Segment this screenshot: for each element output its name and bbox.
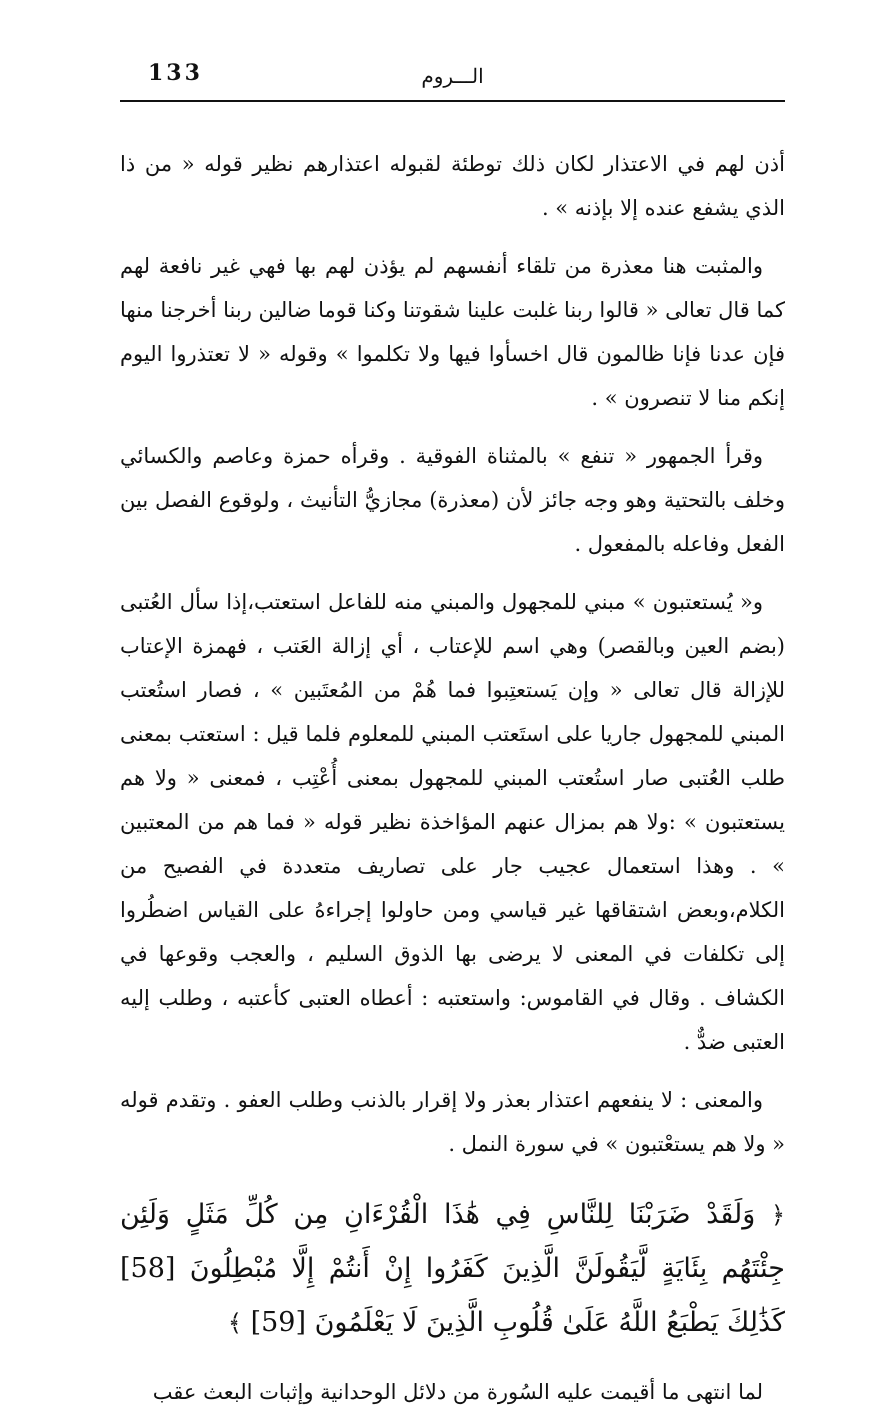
paragraph-5: والمعنى : لا ينفعهم اعتذار بعذر ولا إقرار بالذنب وطلب العفو . وتقدم قوله « ولا هم يستعْتبون » في سورة النمل . <box>120 1088 785 1156</box>
verse-close-bracket: ﴾ <box>227 1309 242 1337</box>
surah-title: الـــروم <box>421 64 484 88</box>
page-number: 133 <box>148 60 203 86</box>
paragraph-1: أذن لهم في الاعتذار لكان ذلك توطئة لقبوله اعتذارهم نظير قوله « من ذا الذي يشفع عنده إلا بإذنه » . <box>120 152 785 220</box>
quran-verse <box>120 1188 785 1350</box>
paragraph-final: لما انتهى ما أقيمت عليه السُورة من دلائل الوحدانية وإثبات البعث عقب <box>152 1380 763 1404</box>
verse-open-bracket: ﴿ <box>770 1201 785 1229</box>
paragraph-3: وقرأ الجمهور « تنفع » بالمثناة الفوقية . وقرأه حمزة وعاصم والكسائي وخلف بالتحتية وهو وجه جائز لأن (معذرة) مجازيُّ التأنيث ، ولوقوع الفصل بين الفعل وفاعله بالمفعول . <box>120 444 785 556</box>
page-header <box>120 58 785 98</box>
paragraph-4: و« يُستعتبون » مبني للمجهول والمبني منه للفاعل استعتب،إذا سأل العُتبى (بضم العين وبالقصر) وهي اسم للإعتاب ، أي إزالة العَتب ، فهمزة الإعتاب للإزالة قال تعالى « وإن يَستعتِبوا فما هُمْ من المُعتَبين » ، فصار استُعتب المبني للمجهول جاريا على استَعتب المبني للمعلوم فلما قيل : استعتب بمعنى طلب العُتبى صار استُعتب المبني للمجهول بمعنى أُعْتِب ، فمعنى « ولا هم يستعتبون » :ولا هم بمزال عنهم المؤاخذة نظير قوله « فما هم من المعتبين » . وهذا استعمال عجيب جار على تصاريف متعددة في الفصيح من الكلام،وبعض اشتقاقها غير قياسي ومن حاولوا إجراءهُ على القياس اضطُروا إلى تكلفات في المعنى لا يرضى بها الذوق السليم ، والعجب وقوعها في الكشاف . وقال في القاموس: واستعتبه : أعطاه العتبى كأعتبه ، وطلب إليه العتبى ضدٌّ . <box>120 590 785 1054</box>
verse-text: وَلَقَدْ ضَرَبْنَا لِلنَّاسِ فِي هَٰذَا الْقُرْءَانِ مِن كُلِّ مَثَلٍ وَلَئِن جِئْتَهُم بِئَايَةٍ لَّيَقُولَنَّ الَّذِينَ كَفَرُوا إِنْ أَنتُمْ إِلَّا مُبْطِلُونَ [58] كَذَٰلِكَ يَطْبَعُ اللَّهُ عَلَىٰ قُلُوبِ الَّذِينَ لَا يَعْلَمُونَ [59] <box>120 1199 785 1338</box>
header-divider <box>120 100 785 102</box>
paragraph-2: والمثبت هنا معذرة من تلقاء أنفسهم لم يؤذن لهم بها فهي غير نافعة لهم كما قال تعالى « قالوا ربنا غلبت علينا شقوتنا وكنا قوما ضالين ربنا أخرجنا منها فإن عدنا فإنا ظالمون قال اخسأوا فيها ولا تكلموا » وقوله « لا تعتذروا اليوم إنكم منا لا تنصرون » . <box>119 254 785 410</box>
page-body <box>120 142 785 1428</box>
